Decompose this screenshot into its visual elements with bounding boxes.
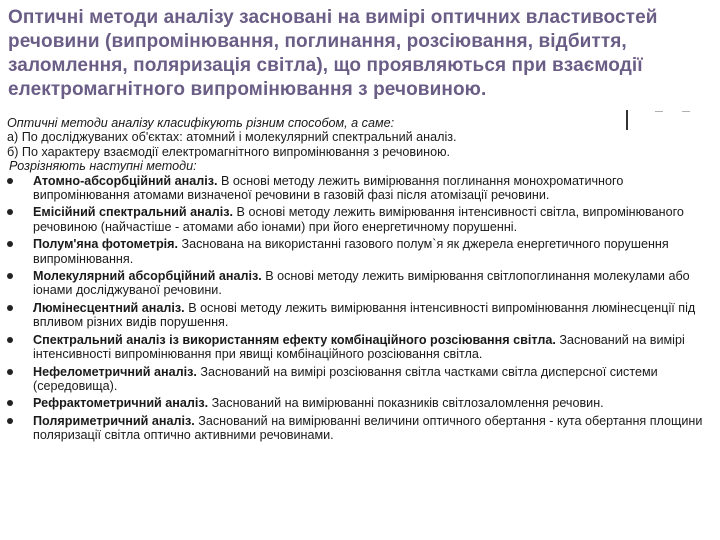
bullet-icon bbox=[7, 209, 13, 215]
bullet-icon bbox=[7, 418, 13, 424]
method-item-luminescent bbox=[7, 301, 713, 330]
method-name: Рефрактометричний аналіз. bbox=[33, 396, 209, 411]
slide-body bbox=[7, 116, 713, 443]
classification-b: б) По характеру взаємодії електромагнітного випромінювання з речовиною. bbox=[7, 144, 451, 159]
methods-intro: Розрізняють наступні методи: bbox=[9, 159, 197, 174]
method-name: Нефелометричний аналіз. bbox=[33, 364, 197, 379]
decorative-dash bbox=[682, 111, 690, 112]
method-item-polarimetric bbox=[7, 414, 713, 443]
method-item-raman-spectral bbox=[7, 333, 713, 362]
decorative-dash bbox=[655, 111, 663, 112]
method-description: В основі методу лежить вимірювання поглинання монохроматичного випромінювання атомами визначеної речовини в газовій фазі після атомізації речовини. bbox=[33, 173, 624, 203]
method-description: Заснована на використанні газового полум`я як джерела енергетичного порушення випромінювання. bbox=[33, 237, 669, 266]
slide-title: Оптичні методи аналізу засновані на вимірі оптичних властивостей речовини (випромінювання, поглинання, розсіювання, відбиття, заломлення, поляризація світла), що проявляються при взаємодії електромагнітного випромінювання з речовиною. bbox=[8, 7, 658, 100]
classification-intro: Оптичні методи аналізу класифікують різним способом, а саме: bbox=[7, 116, 395, 130]
bullet-icon bbox=[7, 241, 13, 247]
method-name: Полум'яна фотометрія. bbox=[33, 237, 178, 252]
bullet-icon bbox=[7, 178, 13, 184]
method-description: В основі методу лежить вимірювання світлопоглинання молекулами або іонами досліджуваної речовини. bbox=[33, 269, 690, 298]
method-description: Заснований на вимірюванні величини оптичного обертання - кута обертання площини поляризації світла оптично активними речовинами. bbox=[33, 413, 703, 443]
method-description: Заснований на вимірі інтенсивності випромінювання при явищі комбінаційного розсіювання світла. bbox=[33, 332, 685, 362]
method-item-atomic-absorption bbox=[7, 174, 713, 203]
method-description: В основі методу лежить вимірювання інтенсивності світла, випромінюваного речовиною (найчастіше - атомами або іонами) при його енергетичному порушенні. bbox=[33, 205, 684, 234]
method-name: Люмінесцентний аналіз. bbox=[33, 300, 185, 315]
method-item-emission-spectral bbox=[7, 205, 713, 234]
method-description: Заснований на вимірі розсіювання світла частками світла дисперсної системи (середовища). bbox=[33, 364, 658, 393]
bullet-icon bbox=[7, 273, 13, 279]
method-name: Спектральний аналіз із використанням ефекту комбінаційного розсіювання світла. bbox=[33, 332, 556, 347]
bullet-icon bbox=[7, 305, 13, 311]
method-name: Молекулярний абсорбційний аналіз. bbox=[33, 269, 262, 284]
bullet-icon bbox=[7, 337, 13, 343]
bullet-icon bbox=[7, 400, 13, 406]
method-item-flame-photometry bbox=[7, 237, 713, 266]
method-item-molecular-absorption bbox=[7, 269, 713, 298]
method-description: Заснований на вимірюванні показників світлозаломлення речовин. bbox=[211, 396, 604, 411]
method-name: Поляриметричний аналіз. bbox=[33, 413, 195, 428]
method-description: В основі методу лежить вимірювання інтенсивності випромінювання люмінесценції під впливом різних видів порушення. bbox=[33, 300, 696, 330]
methods-list bbox=[7, 174, 713, 443]
method-name: Емісійний спектральний аналіз. bbox=[33, 205, 234, 220]
bullet-icon bbox=[7, 369, 13, 375]
method-item-nephelometric bbox=[7, 365, 713, 394]
classification-a: а) По досліджуваних об'єктах: атомний і молекулярний спектральний аналіз. bbox=[7, 130, 457, 145]
method-item-refractometric bbox=[7, 396, 713, 410]
method-name: Атомно-абсорбційний аналіз. bbox=[33, 173, 218, 188]
